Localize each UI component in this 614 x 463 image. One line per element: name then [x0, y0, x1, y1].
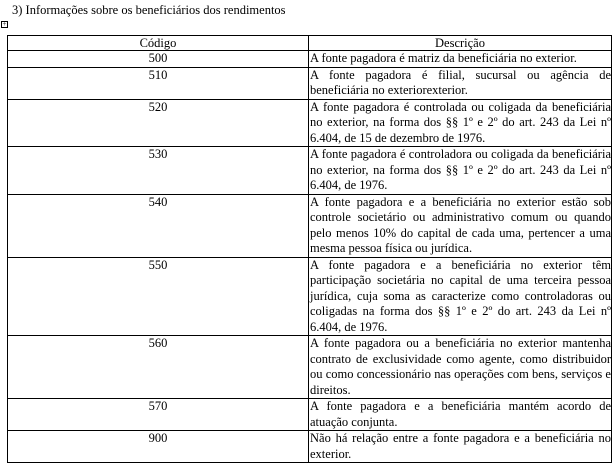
table-row	[8, 194, 612, 257]
table-row	[8, 51, 612, 68]
beneficiary-codes-table	[7, 35, 612, 463]
description-cell: Não há relação entre a fonte pagadora e a beneficiária no exterior.	[310, 431, 611, 461]
table-header-row	[8, 36, 612, 51]
code-cell: 500	[8, 51, 309, 68]
code-cell: 530	[8, 147, 309, 195]
code-cell: 550	[8, 257, 309, 336]
table-row	[8, 399, 612, 431]
description-cell: A fonte pagadora e a beneficiária mantém acordo de atuação conjunta.	[310, 399, 611, 429]
description-cell: A fonte pagadora e a beneficiária no exterior têm participação societária no capital de uma terceira pessoa jurídica, cuja soma as caracterize como controladoras ou coligadas na forma dos §§ 1º e 2º do art. 243 da Lei nº 6.404, de 1976.	[310, 257, 611, 334]
table-row	[8, 99, 612, 147]
description-cell: A fonte pagadora ou a beneficiária no exterior mantenha contrato de exclusividade como agente, como distribuidor ou como concessionário nas operações com bens, serviços e direitos.	[310, 336, 611, 397]
code-cell: 560	[8, 336, 309, 399]
description-cell: A fonte pagadora é controlada ou coligada da beneficiária no exterior, na forma dos §§ 1º e 2º do art. 243 da Lei nº 6.404, de 15 de dezembro de 1976.	[310, 99, 611, 145]
description-cell: A fonte pagadora é controladora ou coligada da beneficiária no exterior, na forma dos §§ 1º e 2º do art. 243 da Lei nº 6.404, de 1976.	[310, 147, 611, 192]
code-cell: 540	[8, 194, 309, 257]
table-row	[8, 257, 612, 336]
section-heading: 3) Informações sobre os beneficiários dos rendimentos	[12, 3, 286, 17]
table-row	[8, 147, 612, 195]
code-cell: 510	[8, 67, 309, 99]
table-row	[8, 336, 612, 399]
description-cell: A fonte pagadora é filial, sucursal ou agência de beneficiária no exteriorexterior.	[310, 67, 611, 97]
table-move-handle-icon[interactable]: +	[2, 20, 7, 28]
description-cell: A fonte pagadora é matriz da beneficiária no exterior.	[309, 51, 612, 68]
code-cell: 900	[8, 431, 309, 463]
column-header-description: Descrição	[309, 36, 612, 51]
code-cell: 520	[8, 99, 309, 147]
column-header-code: Código	[8, 36, 309, 51]
table-row	[8, 431, 612, 463]
table-row	[8, 67, 612, 99]
description-cell: A fonte pagadora e a beneficiária no exterior estão sob controle societário ou administrativo comum ou quando pelo menos 10% do capital de cada uma, pertencer a uma mesma pessoa física ou jurídica.	[310, 194, 611, 255]
code-cell: 570	[8, 399, 309, 431]
